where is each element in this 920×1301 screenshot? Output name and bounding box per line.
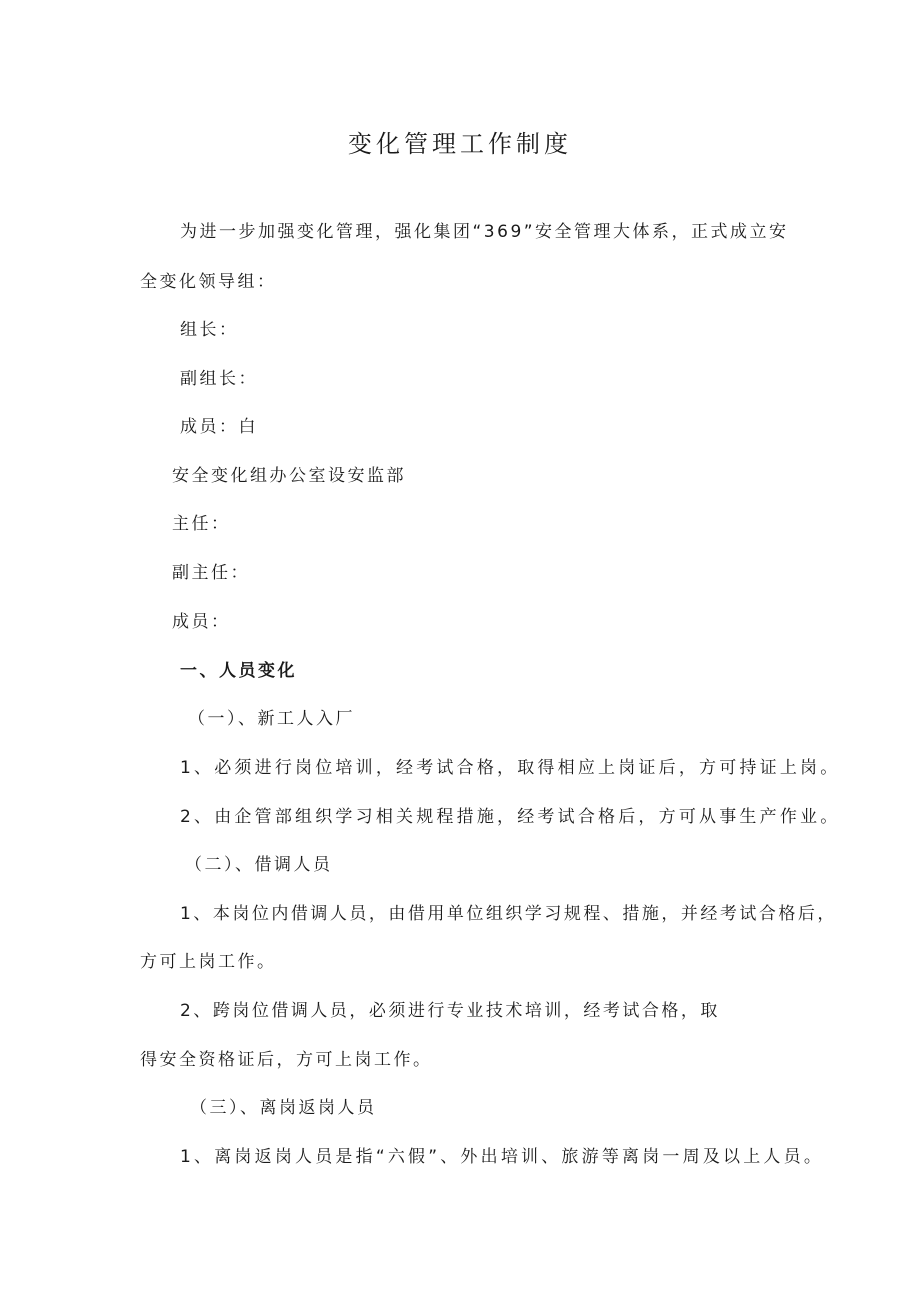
office-line: 安全变化组办公室设安监部 xyxy=(172,466,406,486)
seconded-item-2-line-1: 2、跨岗位借调人员，必须进行专业技术培训，经考试合格，取 xyxy=(180,1001,720,1021)
subsection-new-workers: （一）、新工人入厂 xyxy=(188,709,355,729)
intro-line-2: 全变化领导组： xyxy=(140,272,277,292)
leader-field: 组长： xyxy=(180,320,239,340)
director-field: 主任： xyxy=(172,514,231,534)
office-members-field: 成员： xyxy=(172,612,231,632)
section-heading-personnel: 一、人员变化 xyxy=(180,661,297,681)
new-workers-item-1: 1、必须进行岗位培训，经考试合格，取得相应上岗证后，方可持证上岗。 xyxy=(180,758,841,778)
seconded-item-2-line-2: 得安全资格证后，方可上岗工作。 xyxy=(140,1050,433,1070)
document-title: 变化管理工作制度 xyxy=(348,130,572,158)
returning-item-1: 1、离岗返岗人员是指“六假”、外出培训、旅游等离岗一周及以上人员。 xyxy=(180,1147,825,1167)
seconded-item-1-line-1: 1、本岗位内借调人员，由借用单位组织学习规程、措施，并经考试合格后， xyxy=(180,904,837,924)
subsection-returning-staff: （三）、离岗返岗人员 xyxy=(190,1098,377,1118)
new-workers-item-2: 2、由企管部组织学习相关规程措施，经考试合格后，方可从事生产作业。 xyxy=(180,807,841,827)
vice-leader-field: 副组长： xyxy=(180,369,258,389)
subsection-seconded-staff: （二）、借调人员 xyxy=(185,855,333,875)
vice-director-field: 副主任： xyxy=(172,563,250,583)
intro-line-1: 为进一步加强变化管理，强化集团“369”安全管理大体系，正式成立安 xyxy=(180,222,789,242)
members-field: 成员：白 xyxy=(180,417,258,437)
seconded-item-1-line-2: 方可上岗工作。 xyxy=(140,952,277,972)
